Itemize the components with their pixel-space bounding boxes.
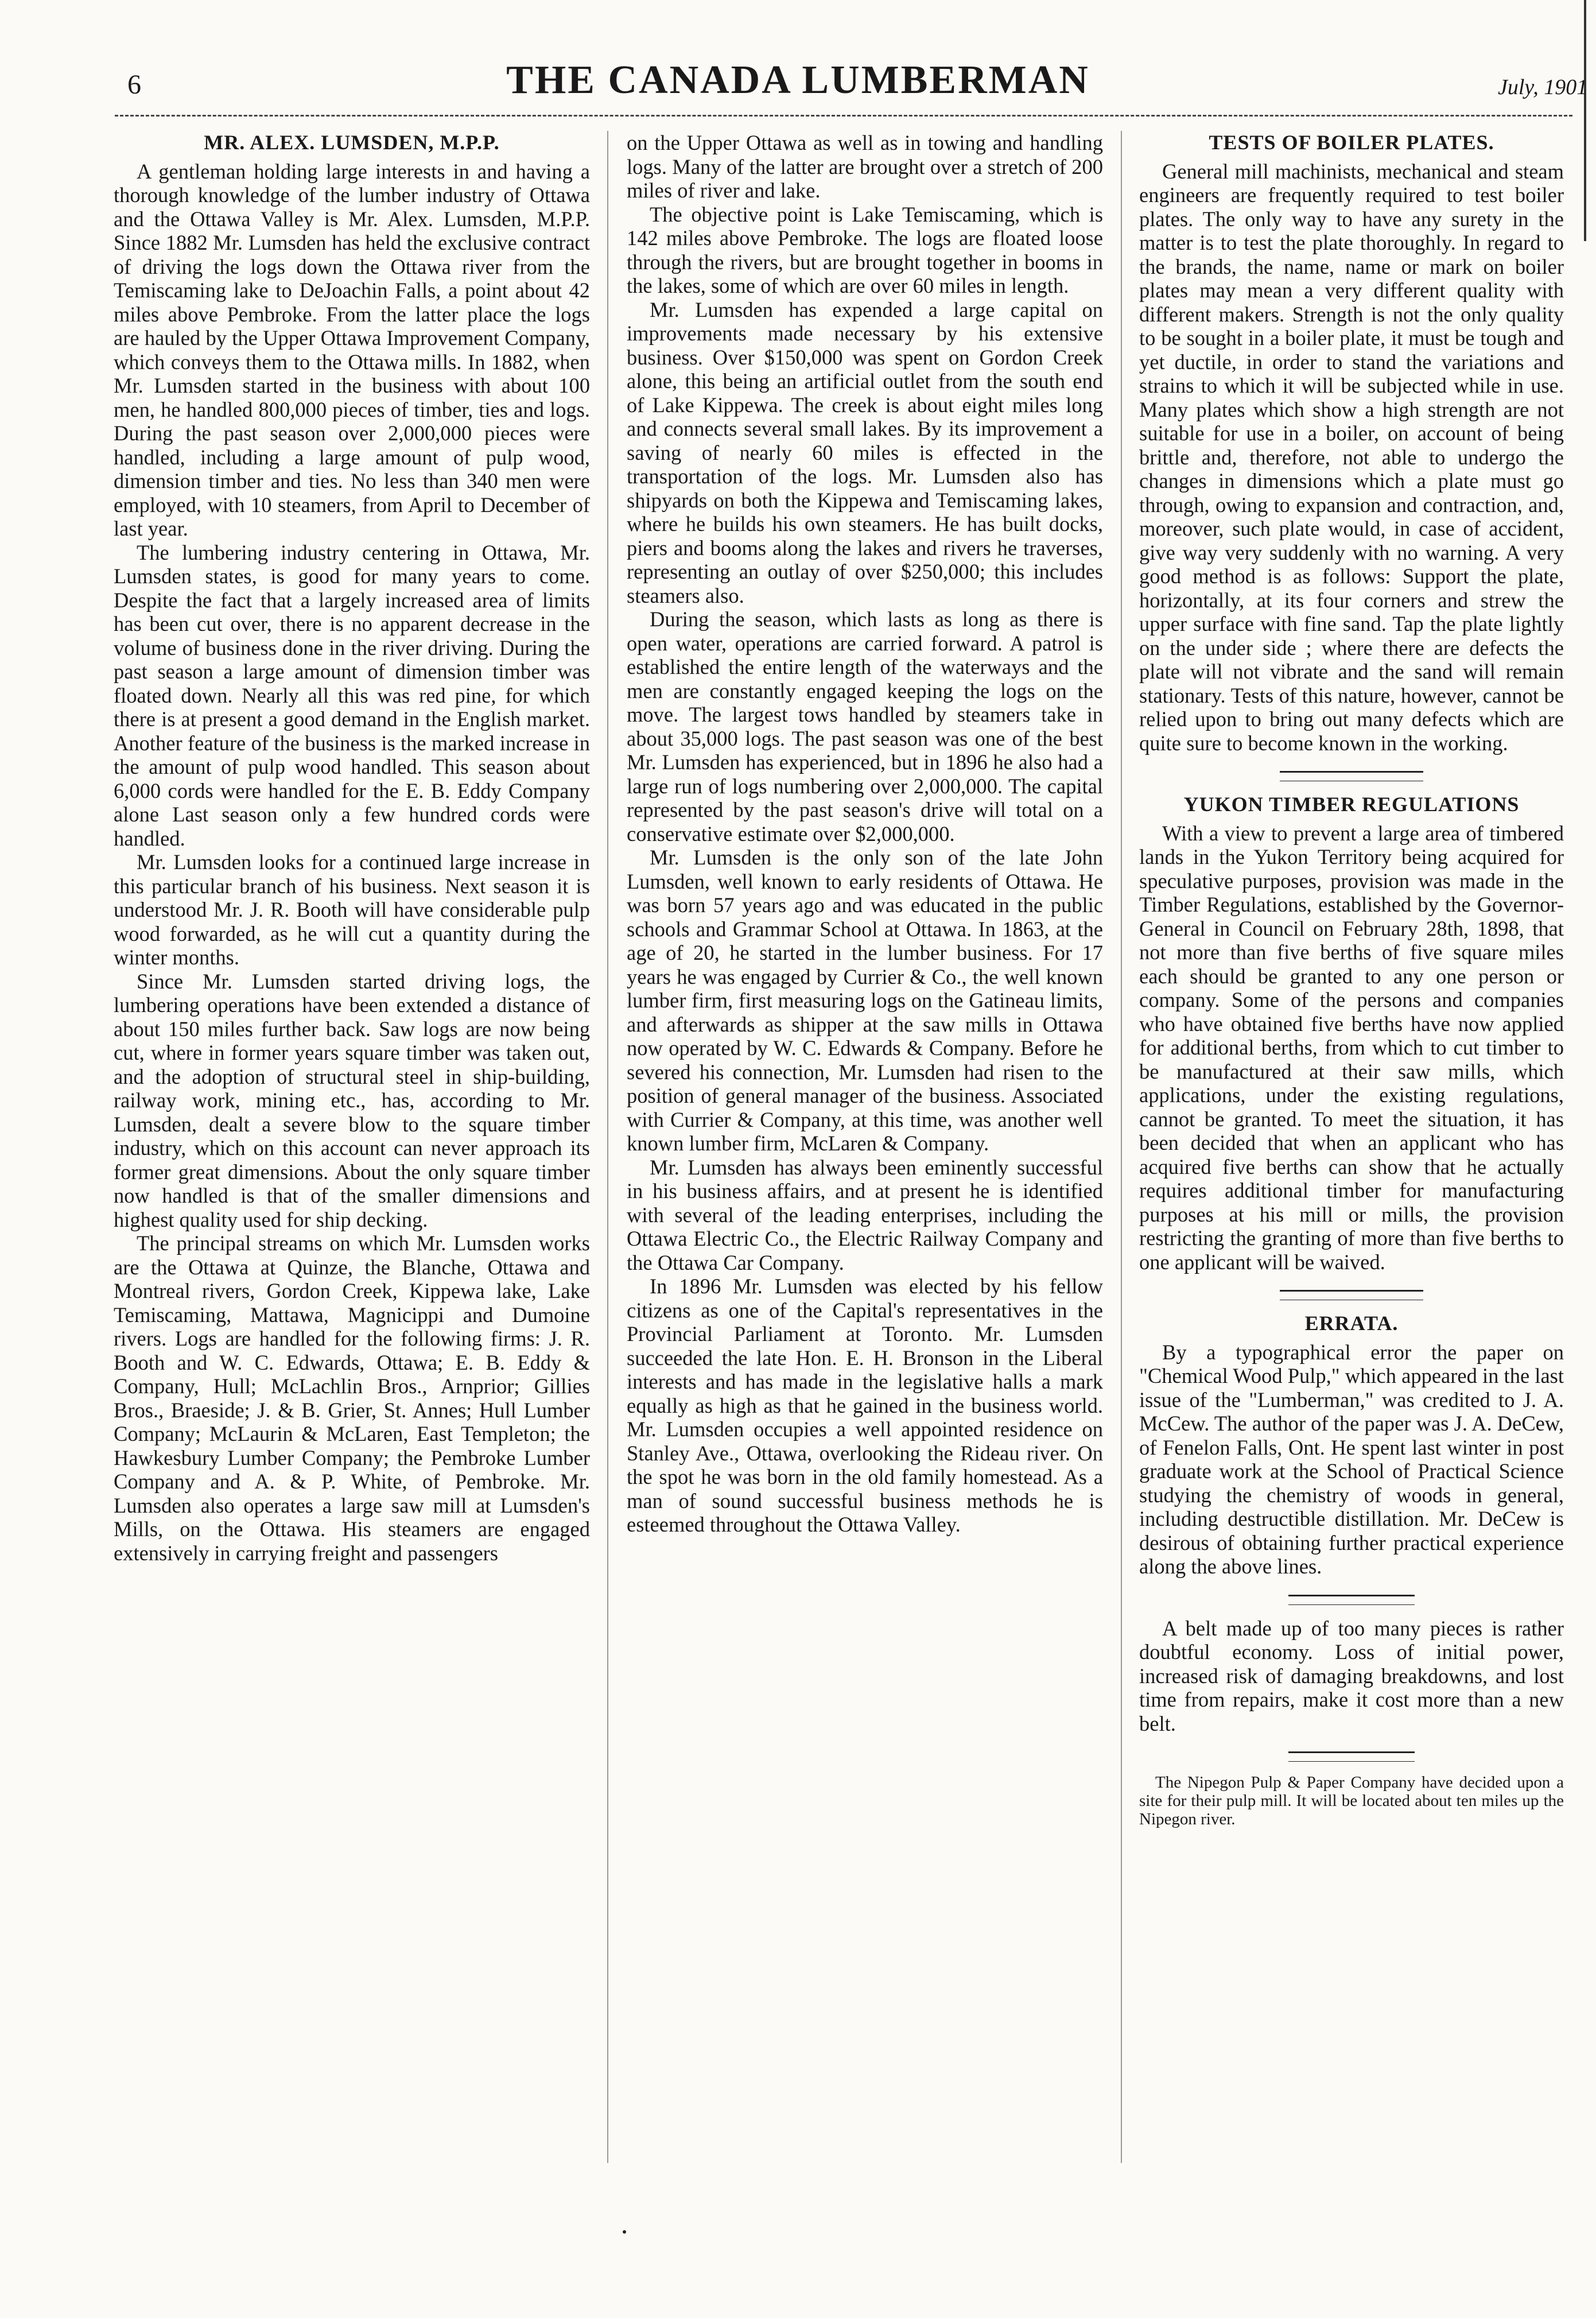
article-heading-boiler-plates: TESTS OF BOILER PLATES. — [1209, 131, 1494, 154]
page-number: 6 — [127, 69, 141, 100]
paragraph: The objective point is Lake Temiscaming, which is 142 miles above Pembroke. The logs are floated loose through the rivers, but are brought together in booms in the lakes, some of which are over 60 miles in length. — [627, 202, 1103, 297]
section-rule — [1288, 1595, 1415, 1605]
paragraph: General mill machinists, mechanical and steam engineers are frequently required to test boiler plates. The only way to have any surety in the matter is to test the plate thoroughly. In regard to the brands, the name, name or mark on boiler plates may mean a very different quality with different makers. Strength is not the only quality to be sought in a boiler plate, it must be tough and yet ductile, in order to stand the variations and strains to which it will be subjected while in use. Many plates which show a high strength are not suitable for use in a boiler, on account of being brittle and, therefore, not able to undergo the changes in dimensions which a plate must go through, owing to expansion and contraction, and, moreover, such plate would, in case of accident, give way very suddenly with no warning. A very good method is as follows: Support the plate, horizontally, at its four corners and strew the upper surface with fine sand. Tap the plate lightly on the under side ; where there are defects the plate will not vibrate and the sand will remain stationary. Tests of this nature, however, cannot be relied upon to bring out many defects which are quite sure to become known in the working. — [1139, 159, 1564, 755]
column-2 — [627, 131, 1103, 1537]
paragraph: By a typographical error the paper on "Chemical Wood Pulp," which appeared in the last issue of the "Lumberman," was credited to J. A. McCew. The author of the paper was J. A. DeCew, of Fenelon Falls, Ont. He spent last winter in post graduate work at the School of Practical Science studying the chemistry of woods in general, including destructible distillation. Mr. DeCew is desirous of obtaining further practical experience along the above lines. — [1139, 1340, 1564, 1578]
column-divider — [607, 131, 608, 2163]
paragraph: The Nipegon Pulp & Paper Company have decided upon a site for their pulp mill. It will be located about ten miles up the Nipegon river. — [1139, 1773, 1564, 1828]
header-rule — [115, 115, 1572, 117]
article-heading-lumsden: MR. ALEX. LUMSDEN, M.P.P. — [204, 131, 500, 154]
paragraph: Since Mr. Lumsden started driving logs, the lumbering operations have been extended a distance of about 150 miles further back. Saw logs are now being cut, where in former years square timber was taken out, and the adoption of structural steel in ship-building, railway work, mining etc., has, according to Mr. Lumsden, dealt a severe blow to the square timber industry, which on this account can never approach its former great dimensions. About the only square timber now handled is that of the smaller dimensions and highest quality used for ship decking. — [114, 969, 590, 1231]
masthead-title: THE CANADA LUMBERMAN — [506, 58, 1090, 102]
paragraph: In 1896 Mr. Lumsden was elected by his fellow citizens as one of the Capital's representatives in the Provincial Parliament at Toronto. Mr. Lumsden succeeded the late Hon. E. H. Bronson in the Liberal interests and has made in the legislative halls a mark equally as high as that he gained in the business world. Mr. Lumsden occupies a well appointed residence on Stanley Ave., Ottawa, overlooking the Rideau river. On the spot he was born in the old family homestead. As a man of sound successful business methods he is esteemed throughout the Ottawa Valley. — [627, 1274, 1103, 1536]
news-note — [1139, 1773, 1564, 1828]
paragraph: Mr. Lumsden has expended a large capital on improvements made necessary by his extensive business. Over $150,000 was spent on Gordon Creek alone, this being an artificial outlet from the south end of Lake Kippewa. The creek is about eight miles long and connects several small lakes. By its improvement a saving of nearly 60 miles is effected in the transportation of the logs. Mr. Lumsden also has shipyards on both the Kippewa and Temiscaming lakes, where he builds his own steamers. He has built docks, piers and booms along the lakes and rivers he traverses, representing an outlay of over $250,000; this includes steamers also. — [627, 297, 1103, 607]
section-rule — [1280, 771, 1423, 781]
section-rule — [1288, 1751, 1415, 1762]
paragraph: The principal streams on which Mr. Lumsden works are the Ottawa at Quinze, the Blanche, Ottawa and Montreal rivers, Gordon Creek, Kippewa lake, Lake Temiscaming, Mattawa, Magnicippi and Dumoine rivers. Logs are handled for the following firms: J. R. Booth and W. C. Edwards, Ottawa; E. B. Eddy & Company, Hull; McLachlin Bros., Arnprior; Gillies Bros., Braeside; J. & B. Grier, St. Annes; Hull Lumber Company; McLaurin & McLaren, East Templeton; the Hawkesbury Lumber Company; the Pembroke Lumber Company and A. & P. White, of Pembroke. Mr. Lumsden also operates a large saw mill at Lumsden's Mills, on the Ottawa. His steamers are engaged extensively in carrying freight and passengers — [114, 1231, 590, 1565]
paragraph: The lumbering industry centering in Ottawa, Mr. Lumsden states, is good for many years to come. Despite the fact that a largely increased area of limits has been cut over, there is no apparent decrease in the volume of business done in the river driving. During the past season a large amount of dimension timber was floated down. Nearly all this was red pine, for which there is at present a good demand in the English market. Another feature of the business is the marked increase in the amount of pulp wood handled. This season about 6,000 cords were handled for the E. B. Eddy Company alone Last season only a few hundred cords were handled. — [114, 540, 590, 850]
column-1 — [114, 131, 590, 1565]
article-heading-yukon: YUKON TIMBER REGULATIONS — [1183, 793, 1520, 816]
paragraph: A belt made up of too many pieces is rather doubtful economy. Loss of initial power, increased risk of damaging breakdowns, and lost time from repairs, make it cost more than a new belt. — [1139, 1616, 1564, 1735]
paragraph: Mr. Lumsden looks for a continued large increase in this particular branch of his business. Next season it is understood Mr. J. R. Booth will have considerable pulp wood forwarded, as he will cut a quantity during the winter months. — [114, 850, 590, 969]
stray-mark — [623, 2230, 626, 2234]
section-rule — [1280, 1290, 1423, 1300]
article-heading-errata: ERRATA. — [1304, 1312, 1399, 1335]
paragraph: A gentleman holding large interests in and having a thorough knowledge of the lumber industry of Ottawa and the Ottawa Valley is Mr. Alex. Lumsden, M.P.P. Since 1882 Mr. Lumsden has held the exclusive contract of driving the logs down the Ottawa river from the Temiscaming lake to DeJoachin Falls, a point about 42 miles above Pembroke. From the latter place the logs are hauled by the Upper Ottawa Improvement Company, which conveys them to the Ottawa mills. In 1882, when Mr. Lumsden started in the business with about 100 men, he handled 800,000 pieces of timber, ties and logs. During the past season over 2,000,000 pieces were handled, including a large amount of pulp wood, dimension timber and ties. No less than 340 men were employed, with 10 steamers, from April to December of last year. — [114, 159, 590, 540]
page-edge-shadow — [1584, 0, 1586, 241]
paragraph: Mr. Lumsden is the only son of the late John Lumsden, well known to early residents of Ottawa. He was born 57 years ago and was educated in the public schools and Grammar School at Ottawa. In 1863, at the age of 20, he started in the lumber business. For 17 years he was engaged by Currier & Co., the well known lumber firm, first measuring logs on the Gatineau limits, and afterwards as shipper at the saw mills in Ottawa now operated by W. C. Edwards & Company. Before he severed his connection, Mr. Lumsden had risen to the position of general manager of the business. Associated with Currier & Company, at this time, was another well known lumber firm, McLaren & Company. — [627, 846, 1103, 1155]
paragraph: on the Upper Ottawa as well as in towing and handling logs. Many of the latter are brought over a stretch of 200 miles of river and lake. — [627, 131, 1103, 202]
dateline: July, 1901 — [1498, 75, 1588, 99]
paragraph: Mr. Lumsden has always been eminently successful in his business affairs, and at present he is identified with several of the leading enterprises, including the Ottawa Electric Co., the Electric Railway Company and the Ottawa Car Company. — [627, 1155, 1103, 1274]
paragraph: With a view to prevent a large area of timbered lands in the Yukon Territory being acquired for speculative purposes, provision was made in the Timber Regulations, established by the Governor-General in Council on February 28th, 1898, that not more than five berths of five square miles each should be granted to any one person or company. Some of the persons and companies who have obtained five berths have now applied for additional berths, from which to cut timber to be manufactured at their saw mills, which applications, under the existing regulations, cannot be granted. To meet the situation, it has been decided that when an applicant who has acquired five berths can show that he actually requires additional timber for manufacturing purposes at his mill or mills, the provision restricting the granting of more than five berths to one applicant will be waived. — [1139, 821, 1564, 1274]
column-divider — [1121, 131, 1122, 2163]
paragraph: During the season, which lasts as long as there is open water, operations are carried forward. A patrol is established the entire length of the waterways and the men are constantly engaged keeping the logs on the move. The largest tows handled by steamers take in about 35,000 logs. The past season was one of the best Mr. Lumsden has experienced, but in 1896 he also had a large run of logs numbering over 2,000,000. The capital represented by the past season's drive will total on a conservative estimate over $2,000,000. — [627, 607, 1103, 846]
column-3 — [1139, 131, 1564, 1828]
